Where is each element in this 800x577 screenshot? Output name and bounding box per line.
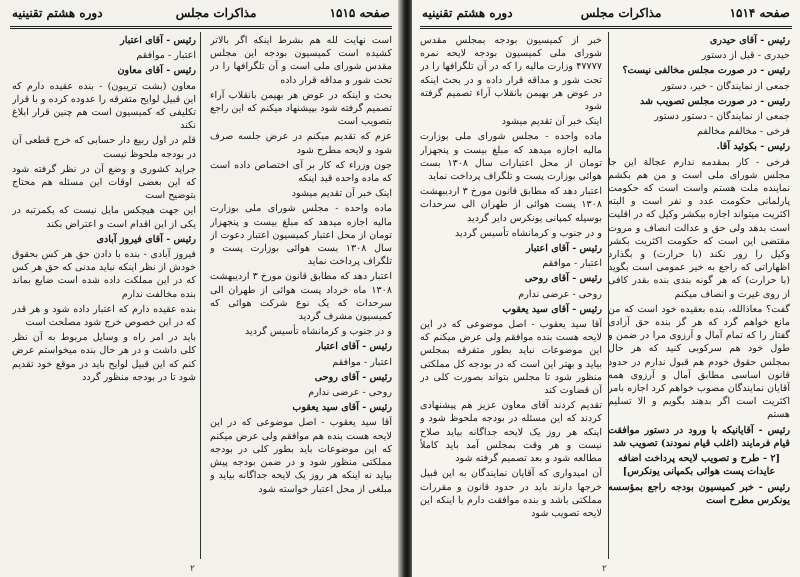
column-divider (608, 32, 609, 559)
paragraph: حیدری - قبل از دستور (701, 50, 790, 62)
paragraph: جراید کشوری و وضع آن در نظر گرفته شود که این بعضی اوقات این مسئله هم محتاج بتوضیح است (12, 163, 196, 202)
paragraph: گفت؟ معاذالله، بنده بعقیده خود است که من مانع خواهم گرد که هر گز بنده حق آزادی گفتار را که تمام آمال و آرزوی مرا در ضمن و طول خود هم سرکوبی کنید که هر حال بمجلس حقوق خودم هم قبول ندارم در حدود قانون اساسی مطابق آمال و آرزوی همه آقایان نمایندگان مصوب خواهم کرد اجازه بامر اکثریت است اگر بدهند بگویم و الا تسلیم هستم (608, 303, 790, 421)
paragraph: رئیس - آقای فیروز آبادی (96, 233, 196, 245)
paragraph: جمعی از نمایندگان - دستور دستور (654, 111, 790, 123)
column-divider (200, 32, 201, 559)
paragraph: رئیس - در صورت مجلس تصویب شد (640, 95, 790, 107)
paragraph: رئیس - آقای معاون (117, 65, 196, 77)
paragraph: رئیس - آقای حیدری (709, 35, 790, 46)
text-column-right (210, 34, 392, 565)
paragraph: رئیس - آقای روحی (524, 273, 602, 285)
paragraph: اعتبار - موافقم (542, 258, 602, 270)
paragraph: اعتبار دهد که مطابق قانون مورخ ۳ اردیبهشت ۱۳۰۸ ماه خرداد پست هوائی از طهران الی سرحدات که یک نوع شرکت هوائی که کمیسیون مشرف گردید (210, 271, 392, 323)
page-footer: ۲ (602, 564, 607, 574)
paragraph: جمعی از نمایندگان - خیر، دستور (661, 80, 790, 92)
page-header (12, 4, 390, 22)
page-number: صفحه ۱۵۱۴ (729, 6, 790, 20)
paragraph: و در جنوب و کرمانشاه تأسیس گردید (245, 326, 392, 338)
paragraph: آقا سید یعقوب - اصل موضوعی که در این لایحه هست بنده موافقم ولی عرض میکنم که این موضوعات نباید بطور متفرقه بمجلس بیاید و بهتر این است که در بودجه کل مملکتی منظور شود تا مجلس بتواند بصورت کلی در آن قضاوت کند (420, 319, 602, 397)
paragraph: و در جنوب و کرمانشاه تأسیس گردید (455, 227, 602, 239)
paragraph: جون وزراء که کار بر آی اختصاص داده است که ماده واحده قید اینکه (210, 159, 392, 185)
paragraph: ماده واحده - مجلس شورای ملی بوزارت مالیه اجازه میدهد که مبلغ بیست و پنجهزار تومان از محل اعتبار کمیسیون اعتبار دعوت از سال ۱۳۰۸ بست هوائی بوزارت پست و تلگراف پرداخت نماید (210, 203, 392, 268)
paragraph: این جهت هیچکس مایل نیست که یکمرتبه در یکی از این اقدام است و اعتراض بکند (12, 205, 196, 230)
paragraph: اعتبار دهد که مطابق قانون مورخ ۳ اردیبهشت ۱۳۰۸ پست هوائی از طهران الی سرحدات بوسیله کمپانی یونکرس دایر گردید (420, 186, 602, 224)
paragraph: رئیس - در صورت مجلس مخالفی نیست؟ (622, 65, 790, 77)
paragraph: رئیس - آقای اعتبار (120, 35, 196, 46)
paragraph: باید در امر راه و وسایل مربوط به آن نظر کلی داشت و در هر حال بنده میخواستم عرض کنم که این قبیل لوایح باید در موقع خود تقدیم شود تا در بودجه منظور گردد (12, 332, 196, 383)
text-column-left (12, 34, 196, 565)
paragraph: ماده واحده - مجلس شورای ملی بوزارت مالیه اجازه میدهد که مبلغ بیست و پنجهزار تومان از محل اعتبارات سال ۱۳۰۸ بست هوائی بوزارت پست و تلگراف پرداخت نماید (420, 131, 602, 183)
paragraph: آن امیدواری که آقایان نمایندگان به این قبیل خرجها دارند باید در حدود قانون و مقررات مملکتی باشد و بنده موافقت دارم با اینکه این لایحه تصویب شود (420, 468, 602, 519)
header-rule (10, 26, 392, 29)
paragraph: فیروز آبادی - بنده با دادن حق هر کس بحقوق خودش از نظر اینکه نباید مدنی که حق هر کس که در این مملکت داده شده است ضایع بماند بنده مخالفت ندارم (12, 249, 196, 300)
right-page (412, 0, 800, 577)
paragraph: است نهایت لله هم بشرط اینکه اگر بالاتر کشیده است کمیسیون بودجه این مجلس مقدس شورای ملی است و آن تلگرافها را در تحت شور و مداقه قرار داده (210, 35, 392, 86)
paragraph: عزم که تقدیم میکنم در عرض جلسه صرف شود و لایحه مطرح شود (210, 131, 392, 156)
paragraph: رئیس - آقایانیکه با ورود در دستور موافقت قیام فرمایند (اغلب قیام نمودند) تصویب شد (608, 424, 790, 449)
paragraph: فرخی - کار بمقدمه ندارم عجالة این جا مجلس شورای ملی است و من هم بکشم نماینده ملت هستم واست است که حکومت پارلمانی حکومت عدد و نفر است و البته اکثریت میتواند اجازه بیکشر وکیل که در اقلیت است بدهد ولی حق و عدالت انصاف و مروت مقتضی این است که حکومت اکثریت بکشر وکیل را زور نکند (با حرارت) و بگذارد اظهاراتی که راجع به خیر عمومی است بگوید (با حرارت) که هر گونه بندی بنده بقدر کافی از روی غیرت و انصاف میکنم (608, 156, 790, 300)
paragraph: خبر از کمیسیون بودجه بمجلس مقدس شورای ملی کمیسیون بودجه لایحه نمره ۴۷۷۷۷ وزارت مالیه را که در آن تلگرافها را در تحت شور و مداقه قرار داده و در بحث اینکه در عوض هر بهیمن بانقلاب آراء تصمیم گرفته شود (420, 35, 602, 113)
running-title: مذاکرات مجلس (580, 6, 662, 20)
paragraph: فرخی - مخالفم مخالفم (696, 126, 790, 138)
paragraph: رئیس - آقای اعتبار (526, 243, 602, 255)
paragraph: اعتبار - موافقم (332, 356, 392, 368)
session-label: دوره هشتم تقنینیه (12, 6, 103, 20)
session-label: دوره هشتم تقنینیه (422, 6, 513, 20)
paragraph: اینک خبر آن تقدیم میشود (501, 116, 602, 128)
paragraph: اینک خبر آن تقدیم میشود (291, 188, 392, 200)
paragraph: رئیس - آقای سید یعقوب (502, 303, 602, 315)
paragraph: رئیس - آقای سید یعقوب (292, 402, 392, 414)
page-footer: ۲ (190, 564, 195, 574)
paragraph: بنده عقیده دارم که اعتبار داده شود و هر قدر که در این خصوص خرج شود مصلحت است (12, 303, 196, 329)
text-column-left (420, 34, 602, 565)
paragraph: بحث و اینکه در عوض هر بهیمن بانقلاب آراء تصمیم گرفته شود بپیشنهاد میکنم که این راجع بتصویب است (210, 89, 392, 128)
paragraph: تقدیم کردند آقای معاون عزیز هم پیشنهادی کردند که این مسئله در بودجه ملحوظ شود و اینکه هر روز یک لایحه جداگانه بیاید صلاح نیست و هر وقت بمجلس آمد باید کاملاً مطالعه شود و بعد تصمیم گرفته شود (420, 400, 602, 465)
header-rule (420, 26, 792, 29)
paragraph: قلم در اول ربیع دار حسابی که خرج قطعی آن در بودجه ملحوظ نیست (12, 135, 196, 160)
paragraph: رئیس - خبر کمیسیون بودجه راجع بمؤسسه یونکرس مطرح است (608, 481, 790, 506)
paragraph: معاون (بشت تریبون) - بنده عقیده دارم که این قبیل لوایح متفرقه را عدوده کرده و با قرار تکلیفی که کمیسیون است هم چنین قرار ابلاغ نکند (12, 80, 196, 132)
paragraph: روحی - عرضی ندارم (308, 387, 392, 399)
page-number: صفحه ۱۵۱۵ (329, 6, 390, 20)
paragraph: رئیس - آقای روحی (314, 371, 392, 383)
paragraph: رئیس - آقای اعتبار (316, 341, 392, 353)
page-header (422, 4, 790, 22)
paragraph: رئیس - بکوئید آقا. (716, 141, 790, 153)
paragraph: [۲ - طرح و تصویب لایحه پرداخت اضافه عایدات پست هوائی بکمپانی یونکرس] (617, 453, 781, 478)
paragraph: اعتبار - موافقم (136, 50, 196, 62)
paragraph: روحی - عرضی ندارم (518, 288, 602, 300)
running-title: مذاکرات مجلس (175, 6, 257, 20)
text-column-right (608, 34, 790, 565)
paragraph: آقا سید یعقوب - اصل موضوعی که در این لایحه هست بنده هم موافقم ولی عرض میکنم که این موضوعات باید بطور کلی در بودجه مملکتی منظور شود و در ضمن بودجه پیش بیاید نه اینکه هر روز یک لایحه جداگانه بیاید و مبلغی از محل اعتبار خواسته شود (210, 417, 392, 495)
